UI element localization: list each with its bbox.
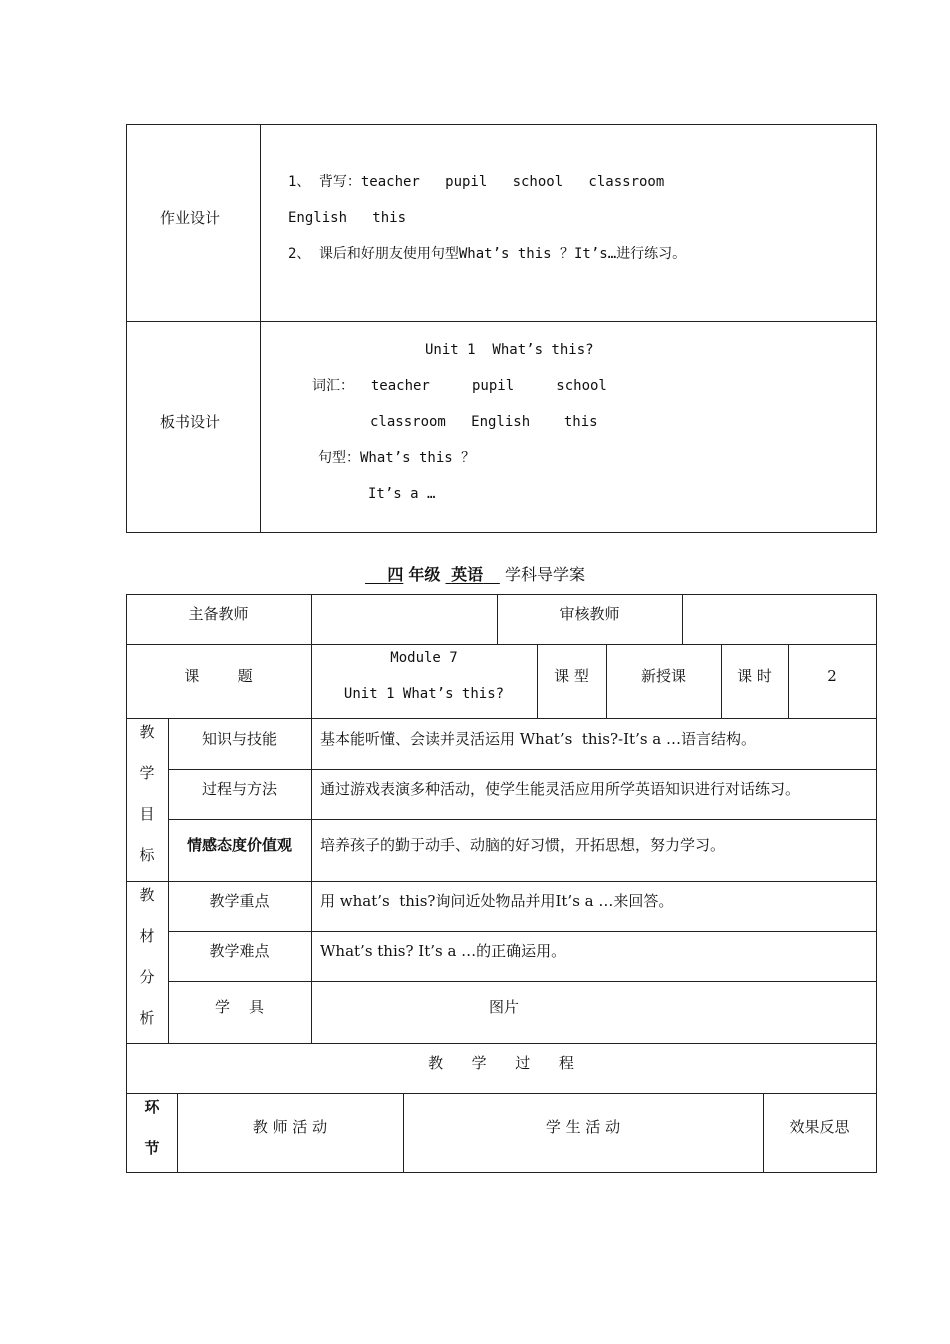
reflection-header: 效果反思 [789,1118,850,1136]
goal-knowledge-label: 知识与技能 [201,730,277,748]
homework-line-3: 2、 课后和好朋友使用句型What’s this ？It’s…进行练习。 [288,246,687,262]
process-header: 教 学 过 程 [428,1054,574,1072]
goals-group-char-2: 学 [139,764,155,782]
difficulty-value: What’s this? It’s a …的正确运用。 [320,942,567,960]
homework-label: 作业设计 [160,209,221,227]
goal-attitude-label: 情感态度价值观 [186,836,292,854]
goal-attitude-value: 培养孩子的勤于动手、动脑的好习惯，开拓思想，努力学习。 [320,836,726,854]
analysis-group-char-4: 析 [139,1009,155,1027]
topic-label: 课 题 [184,667,253,685]
lesson-hours-label: 课 时 [737,667,772,685]
heading-suffix: 学科导学案 [504,565,585,584]
goal-process-value: 通过游戏表演多种活动，使学生能灵活应用所学英语知识进行对话练习。 [320,780,801,798]
stage-label-char-1: 环 [144,1098,160,1116]
lead-teacher-label: 主备教师 [188,605,249,623]
goals-group-char-4: 标 [139,846,155,864]
goals-group-char-3: 目 [139,805,155,823]
board-pattern-line-2: It’s a … [368,486,436,502]
key-point-label: 教学重点 [209,892,270,910]
lesson-type-label: 课 型 [554,667,589,685]
student-activity-header: 学 生 活 动 [545,1118,621,1136]
goal-process-label: 过程与方法 [201,780,277,798]
lesson-type-value: 新授课 [640,667,686,685]
topic-line-2: Unit 1 What’s this? [343,686,505,702]
board-pattern-line-1: 句型：What’s this ？ [318,450,476,466]
teacher-activity-header: 教 师 活 动 [252,1118,328,1136]
analysis-group-char-1: 教 [139,886,155,904]
homework-line-1: 1、 背写：teacher pupil school classroom [288,174,665,190]
board-title: Unit 1 What’s this? [425,342,594,358]
board-label: 板书设计 [160,413,221,431]
heading-grade: 四 [387,565,404,584]
page-heading [0,562,950,585]
analysis-group-char-3: 分 [139,968,155,986]
lesson-hours-value: 2 [827,667,837,685]
topic-line-1: Module 7 [390,650,458,666]
homework-line-2: English this [288,210,407,226]
teaching-aids-label: 学 具 [214,998,265,1016]
key-point-value: 用 what’s this?询问近处物品并用It’s a …来回答。 [320,892,674,910]
analysis-group-char-2: 材 [139,927,155,945]
board-vocab-line-2: classroom English this [370,414,598,430]
board-vocab-line-1: 词汇： teacher pupil school [312,378,607,394]
goal-knowledge-value: 基本能听懂、会读并灵活运用 What’s this?-It’s a …语言结构。 [320,730,757,748]
heading-grade-suffix: 年级 [408,565,441,584]
teaching-aids-value: 图片 [488,998,519,1016]
goals-group-char-1: 教 [139,723,155,741]
review-teacher-label: 审核教师 [559,605,620,623]
heading-subject: 英语 [451,565,484,584]
stage-label-char-2: 节 [144,1139,160,1157]
difficulty-label: 教学难点 [209,942,270,960]
